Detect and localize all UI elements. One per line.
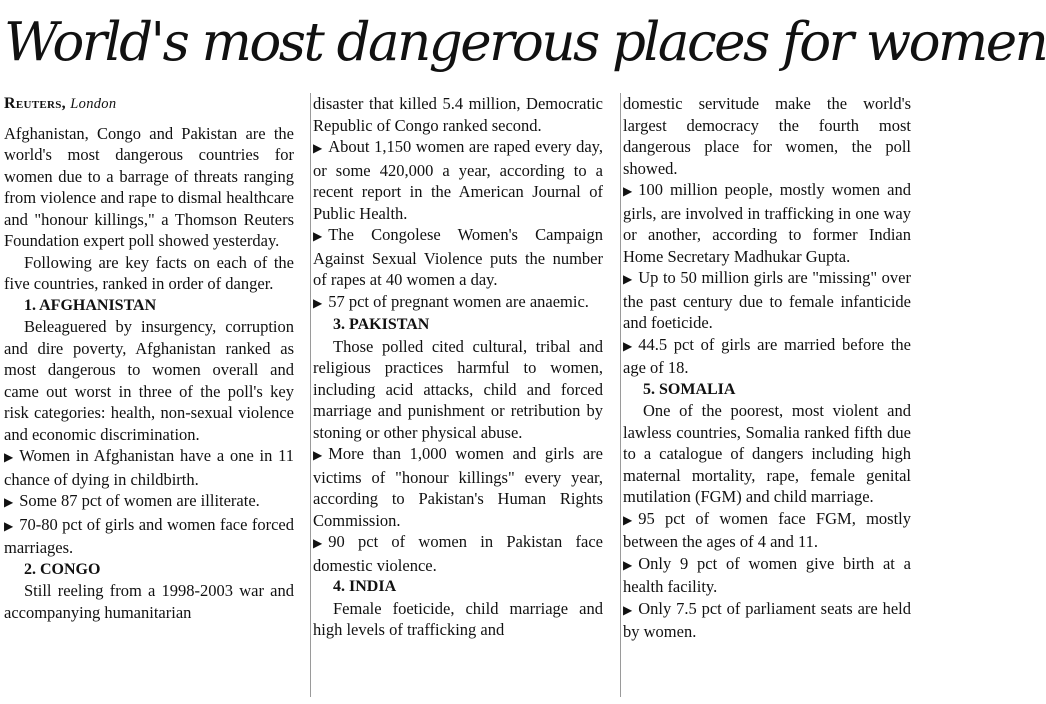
- pakistan-paragraph: Those polled cited cultural, tribal and religious practices harmful to women, including acid attacks, child and forced marriage and punishment or retribution by stoning or other physical abuse.: [313, 336, 603, 442]
- somalia-bullet-1: [623, 508, 911, 553]
- afghanistan-bullet-3: [4, 514, 294, 559]
- headline: World's most dangerous places for women: [4, 12, 1046, 73]
- bullet-text: The Congolese Women's Campaign Against Sexual Violence puts the number of rapes at 40 women a day.: [313, 225, 603, 289]
- bullet-text: About 1,150 women are raped every day, or some 420,000 a year, according to a recent report in the American Journal of Public Health.: [313, 137, 603, 223]
- bullet-text: Women in Afghanistan have a one in 11 chance of dying in childbirth.: [4, 446, 294, 489]
- triangle-right-icon: ▶: [623, 512, 633, 527]
- pakistan-bullet-1: [313, 443, 603, 531]
- triangle-right-icon: ▶: [623, 602, 633, 617]
- triangle-right-icon: ▶: [623, 338, 633, 353]
- triangle-right-icon: ▶: [313, 536, 323, 550]
- bullet-text: 100 million people, mostly women and girls, are involved in trafficking in one way or another, according to former Indian Home Secretary Madhukar Gupta.: [623, 180, 911, 266]
- section-heading-india: 4. INDIA: [333, 578, 397, 595]
- triangle-right-icon: ▶: [4, 518, 14, 533]
- bullet-text: Some 87 pct of women are illiterate.: [19, 491, 260, 510]
- somalia-paragraph: One of the poorest, most violent and lawless countries, Somalia ranked fifth due to a catalogue of dangers including high maternal mortality, rape, female genital mutilation (FGM) and child marriage.: [623, 401, 911, 506]
- pakistan-bullet-2: [313, 531, 603, 576]
- congo-bullet-3: [313, 291, 603, 315]
- byline-city: London: [70, 96, 117, 112]
- bullet-text: Up to 50 million girls are "missing" over the past century due to female infanticide and foeticide.: [623, 268, 911, 332]
- somalia-bullet-3: [623, 598, 911, 643]
- section-heading-afghanistan: 1. AFGHANISTAN: [24, 296, 157, 314]
- afghanistan-bullet-2: [4, 490, 294, 514]
- india-paragraph-continued: domestic servitude make the world's largest democracy the fourth most dangerous place for women, the poll showed.: [623, 94, 911, 178]
- india-paragraph-start: Female foeticide, child marriage and high levels of trafficking and: [313, 598, 603, 639]
- bullet-text: Only 7.5 pct of parliament seats are held by women.: [623, 598, 911, 641]
- bullet-text: 95 pct of women face FGM, mostly between the ages of 4 and 11.: [623, 508, 911, 551]
- byline-agency: Reuters,: [4, 95, 66, 112]
- column-2: [310, 93, 603, 697]
- india-bullet-3: [623, 334, 911, 379]
- afghanistan-paragraph: Beleaguered by insurgency, corruption and dire poverty, Afghanistan ranked as most dangerous to women overall and came out worst in three of the poll's key risk categories: health, non-sexual violence and economic discrimination.: [4, 317, 294, 444]
- column-3: [620, 93, 911, 697]
- section-heading-congo: 2. CONGO: [24, 560, 101, 578]
- bullet-text: 57 pct of pregnant women are anaemic.: [328, 291, 589, 311]
- intro-paragraph: Afghanistan, Congo and Pakistan are the world's most dangerous countries for women due to a barrage of threats ranging from violence and rape to dismal healthcare and "honour killings," a Thomson Reuters Foundation expert poll showed yesterday.: [4, 123, 294, 250]
- bullet-text: 44.5 pct of girls are married before the age of 18.: [623, 334, 911, 377]
- triangle-right-icon: ▶: [313, 229, 323, 243]
- somalia-bullet-2: [623, 553, 911, 598]
- india-bullet-1: [623, 179, 911, 267]
- afghanistan-bullet-1: [4, 445, 294, 490]
- bullet-text: 70-80 pct of girls and women face forced marriages.: [4, 514, 294, 557]
- india-bullet-2: [623, 267, 911, 334]
- byline: [4, 93, 294, 116]
- bullet-text: Only 9 pct of women give birth at a health facility.: [623, 553, 911, 596]
- triangle-right-icon: ▶: [623, 272, 633, 286]
- congo-paragraph-start: Still reeling from a 1998-2003 war and accompanying humanitarian: [4, 581, 294, 622]
- column-1: [4, 93, 294, 697]
- bullet-text: More than 1,000 women and girls are victims of "honour killings" every year, according to Pakistan's Human Rights Commission.: [313, 444, 603, 530]
- triangle-right-icon: ▶: [4, 450, 14, 464]
- triangle-right-icon: ▶: [623, 557, 633, 572]
- triangle-right-icon: ▶: [313, 448, 323, 462]
- intro-paragraph-2: Following are key facts on each of the five countries, ranked in order of danger.: [4, 252, 294, 293]
- triangle-right-icon: ▶: [4, 495, 14, 509]
- congo-bullet-1: [313, 136, 603, 224]
- triangle-right-icon: ▶: [313, 141, 323, 155]
- triangle-right-icon: ▶: [623, 184, 633, 198]
- triangle-right-icon: ▶: [313, 295, 323, 310]
- section-heading-somalia: 5. SOMALIA: [643, 380, 736, 398]
- congo-bullet-2: [313, 224, 603, 291]
- bullet-text: 90 pct of women in Pakistan face domestic violence.: [313, 532, 603, 575]
- section-heading-pakistan: 3. PAKISTAN: [333, 316, 430, 333]
- congo-paragraph-continued: disaster that killed 5.4 million, Democratic Republic of Congo ranked second.: [313, 94, 603, 135]
